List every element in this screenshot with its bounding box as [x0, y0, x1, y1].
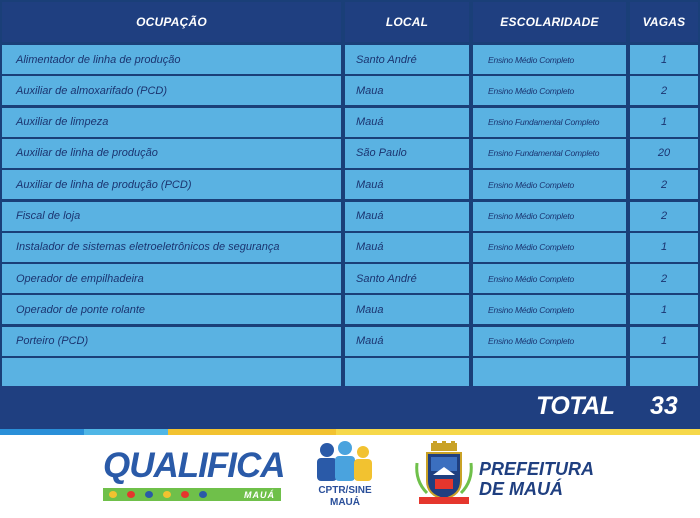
- total-bar: [0, 386, 700, 430]
- cell-education: Ensino Fundamental Completo: [473, 139, 626, 168]
- cptr-line1: CPTR/SINE: [318, 485, 372, 496]
- cell-occupation: Fiscal de loja: [2, 202, 341, 231]
- total-value: 33: [650, 392, 678, 420]
- cell-location: Mauá: [345, 170, 469, 199]
- cell-vacancies: 1: [630, 295, 698, 324]
- table-row: [0, 139, 700, 168]
- table-row: [0, 170, 700, 199]
- cell-vacancies: 1: [630, 108, 698, 137]
- cell-location: Mauá: [345, 108, 469, 137]
- cell-vacancies: 1: [630, 327, 698, 356]
- table-row: [0, 233, 700, 262]
- cptr-sine-logo: [311, 441, 379, 511]
- cell-vacancies: [630, 358, 698, 387]
- footer: [0, 435, 700, 518]
- prefeitura-line1: PREFEITURA: [479, 459, 595, 479]
- cell-location: Mauá: [345, 202, 469, 231]
- cell-occupation: Auxiliar de limpeza: [2, 108, 341, 137]
- cell-education: Ensino Médio Completo: [473, 233, 626, 262]
- cell-education: Ensino Médio Completo: [473, 45, 626, 74]
- qualifica-figures-icon: [109, 491, 207, 498]
- table-row: [0, 264, 700, 293]
- people-icon: [311, 441, 379, 485]
- cell-vacancies: 1: [630, 45, 698, 74]
- cell-location: São Paulo: [345, 139, 469, 168]
- cell-occupation: Instalador de sistemas eletroeletrônicos de segurança: [2, 233, 341, 262]
- cell-location: Santo André: [345, 264, 469, 293]
- table-row: [0, 202, 700, 231]
- cell-occupation: Operador de ponte rolante: [2, 295, 341, 324]
- cell-occupation: Auxiliar de almoxarifado (PCD): [2, 76, 341, 105]
- cell-education: Ensino Fundamental Completo: [473, 108, 626, 137]
- cell-location: Mauá: [345, 233, 469, 262]
- column-header-occupation: OCUPAÇÃO: [2, 2, 341, 42]
- column-header-education: ESCOLARIDADE: [473, 2, 626, 42]
- table-row: [0, 45, 700, 74]
- prefeitura-maua-logo: [413, 441, 613, 511]
- cell-occupation: Porteiro (PCD): [2, 327, 341, 356]
- cell-education: [473, 358, 626, 387]
- table-row: [0, 358, 700, 387]
- cell-occupation: Alimentador de linha de produção: [2, 45, 341, 74]
- cell-education: Ensino Médio Completo: [473, 327, 626, 356]
- qualifica-wordmark: QUALIFICA: [103, 446, 285, 485]
- cell-education: Ensino Médio Completo: [473, 76, 626, 105]
- cell-location: Santo André: [345, 45, 469, 74]
- cell-vacancies: 2: [630, 170, 698, 199]
- cell-occupation: Operador de empilhadeira: [2, 264, 341, 293]
- table-row: [0, 108, 700, 137]
- column-header-vacancies: VAGAS: [630, 2, 698, 42]
- cell-vacancies: 2: [630, 202, 698, 231]
- cptr-line2: MAUÁ: [330, 497, 360, 508]
- table-row: [0, 327, 700, 356]
- qualifica-subtitle: MAUÁ: [244, 489, 275, 500]
- prefeitura-line2: DE MAUÁ: [479, 479, 563, 499]
- cell-occupation: [2, 358, 341, 387]
- table-row: [0, 76, 700, 105]
- cell-location: Mauá: [345, 327, 469, 356]
- qualifica-maua-logo: [103, 446, 283, 504]
- total-label: TOTAL: [536, 392, 615, 420]
- cell-education: Ensino Médio Completo: [473, 295, 626, 324]
- cell-occupation: Auxiliar de linha de produção (PCD): [2, 170, 341, 199]
- cell-vacancies: 2: [630, 264, 698, 293]
- column-header-location: LOCAL: [345, 2, 469, 42]
- cell-vacancies: 2: [630, 76, 698, 105]
- cell-location: Maua: [345, 76, 469, 105]
- cell-location: Maua: [345, 295, 469, 324]
- cell-education: Ensino Médio Completo: [473, 170, 626, 199]
- table-row: [0, 295, 700, 324]
- table-header-row: [0, 2, 700, 42]
- cell-education: Ensino Médio Completo: [473, 264, 626, 293]
- cell-occupation: Auxiliar de linha de produção: [2, 139, 341, 168]
- cell-vacancies: 1: [630, 233, 698, 262]
- cell-location: [345, 358, 469, 387]
- cell-vacancies: 20: [630, 139, 698, 168]
- coat-of-arms-icon: [413, 441, 475, 507]
- cell-education: Ensino Médio Completo: [473, 202, 626, 231]
